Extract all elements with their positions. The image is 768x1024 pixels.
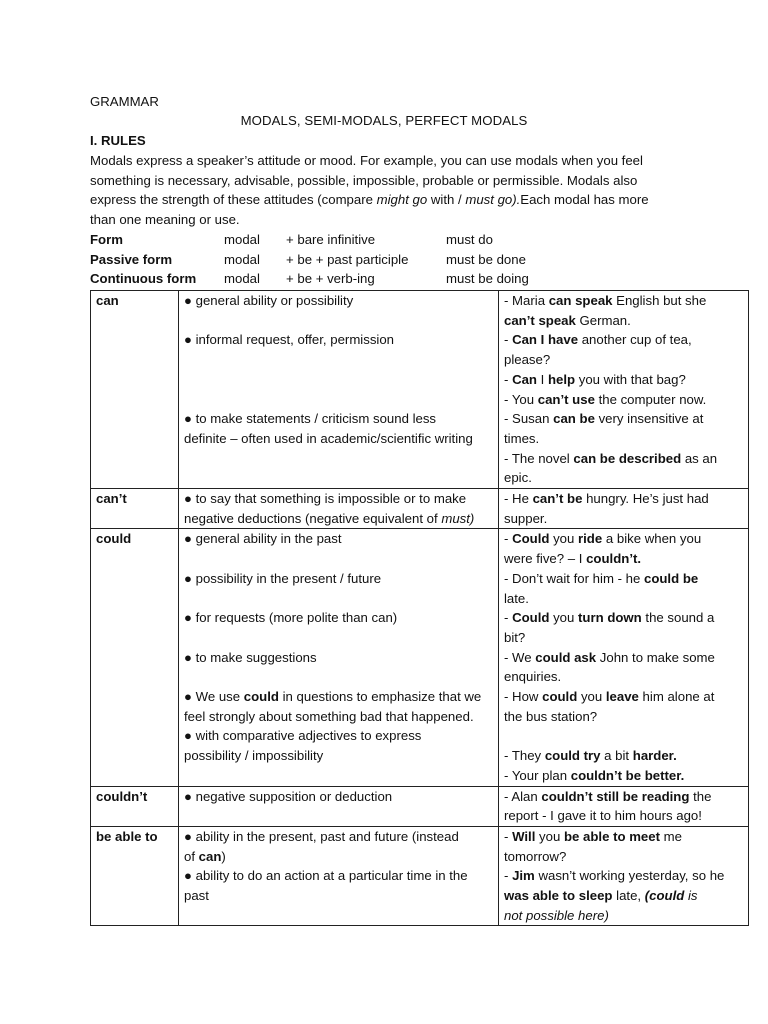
example-line: - They could try a bit harder. — [504, 748, 677, 764]
doc-heading: GRAMMAR — [90, 94, 159, 109]
intro-line: than one meaning or use. — [90, 212, 240, 228]
usage-line: ● informal request, offer, permission — [184, 332, 395, 348]
example-line: - Susan can be very insensitive at — [504, 411, 704, 427]
modal-name: be able to — [96, 828, 158, 844]
intro-text: with / — [427, 192, 466, 208]
modal-name: could — [96, 531, 132, 547]
usage-line: ● general ability or possibility — [184, 293, 354, 308]
intro-line: something is necessary, advisable, possible, impossible, probable or permissible. Modals also — [90, 172, 638, 188]
form-modal: modal — [224, 251, 260, 267]
example-line: - Maria can speak English but she — [504, 293, 707, 308]
intro-italic: might go — [376, 192, 428, 208]
intro-paragraph — [90, 151, 678, 230]
modal-name-cell — [91, 826, 179, 926]
usage-cell — [179, 291, 499, 489]
usage-line: ● to make statements / criticism sound less — [184, 411, 437, 427]
modal-name: can’t — [96, 491, 127, 507]
example-line: - Could you turn down the sound a — [504, 610, 715, 626]
example-cell — [499, 291, 749, 489]
example-cell — [499, 826, 749, 926]
example-line: supper. — [504, 510, 548, 526]
doc-title: MODALS, SEMI-MODALS, PERFECT MODALS — [240, 113, 528, 128]
table-row — [91, 826, 749, 926]
example-line: - Don’t wait for him - he could be — [504, 570, 699, 586]
example-line: - Alan couldn’t still be reading the — [504, 788, 712, 804]
example-cell — [499, 786, 749, 826]
usage-line: ● for requests (more polite than can) — [184, 610, 398, 626]
usage-line: feel strongly about something bad that happened. — [184, 708, 474, 724]
form-rule: + be + verb-ing — [286, 271, 375, 287]
example-line: - Can I have another cup of tea, — [504, 332, 692, 348]
usage-line: definite – often used in academic/scientific writing — [184, 430, 473, 446]
usage-line: ● ability to do an action at a particular time in the — [184, 868, 468, 884]
example-line: - Your plan couldn’t be better. — [504, 767, 685, 783]
form-row — [90, 269, 650, 289]
modal-name: can — [96, 293, 119, 308]
usage-line: ● possibility in the present / future — [184, 570, 382, 586]
example-line: bit? — [504, 629, 526, 645]
example-line: late. — [504, 590, 529, 606]
modal-name-cell — [91, 489, 179, 529]
usage-line: possibility / impossibility — [184, 748, 324, 764]
example-line: not possible here) — [504, 907, 609, 923]
example-line: - Can I help you with that bag? — [504, 371, 686, 387]
example-line: please? — [504, 352, 551, 368]
usage-line: ● to say that something is impossible or to make — [184, 491, 467, 507]
usage-line: ● negative supposition or deduction — [184, 788, 393, 804]
table-row — [91, 786, 749, 826]
usage-line: negative deductions (negative equivalent of must) — [184, 510, 475, 526]
intro-line: Modals express a speaker’s attitude or mood. For example, you can use modals when you feel — [90, 153, 643, 168]
modal-name-cell — [91, 291, 179, 489]
example-cell — [499, 529, 749, 786]
intro-text: express the strength of these attitudes (compare — [90, 192, 377, 208]
example-line: times. — [504, 430, 540, 446]
modal-name: couldn’t — [96, 788, 148, 804]
form-row — [90, 230, 650, 250]
example-line: - How could you leave him alone at — [504, 689, 715, 705]
form-label: Continuous form — [90, 271, 197, 287]
usage-line: ● to make suggestions — [184, 649, 317, 665]
form-list — [90, 230, 650, 289]
example-line: tomorrow? — [504, 848, 567, 864]
table-row — [91, 529, 749, 786]
table-row — [91, 489, 749, 529]
example-line: - Jim wasn’t working yesterday, so he — [504, 868, 725, 884]
form-example: must be doing — [446, 271, 529, 287]
form-modal: modal — [224, 271, 260, 287]
example-line: the bus station? — [504, 708, 598, 724]
form-label: Passive form — [90, 251, 173, 267]
example-line: - The novel can be described as an — [504, 450, 718, 466]
usage-line: ● ability in the present, past and future (instead — [184, 828, 459, 844]
usage-cell — [179, 489, 499, 529]
example-line: - Will you be able to meet me — [504, 828, 682, 844]
example-cell — [499, 489, 749, 529]
example-line: - You can’t use the computer now. — [504, 391, 707, 407]
example-line: - We could ask John to make some — [504, 649, 715, 665]
example-line: was able to sleep late, (could is — [504, 888, 698, 904]
example-line: - He can’t be hungry. He’s just had — [504, 491, 709, 507]
example-line: - Could you ride a bike when you — [504, 531, 702, 547]
form-rule: + bare infinitive — [286, 232, 376, 247]
form-example: must be done — [446, 251, 526, 267]
usage-cell — [179, 786, 499, 826]
example-line: report - I gave it to him hours ago! — [504, 808, 702, 824]
example-line: can’t speak German. — [504, 312, 631, 328]
usage-cell — [179, 826, 499, 926]
form-example: must do — [446, 232, 493, 247]
intro-text: Each modal has more — [520, 192, 649, 208]
form-modal: modal — [224, 232, 260, 247]
usage-line: ● We use could in questions to emphasize that we — [184, 689, 482, 704]
example-line: epic. — [504, 470, 532, 486]
modal-name-cell — [91, 529, 179, 786]
table-row — [91, 291, 749, 489]
intro-italic: must go). — [465, 192, 521, 208]
usage-line: past — [184, 888, 209, 904]
usage-line: ● with comparative adjectives to express — [184, 728, 422, 744]
modal-name-cell — [91, 786, 179, 826]
modals-table — [90, 290, 749, 926]
intro-line — [90, 190, 678, 210]
example-line: enquiries. — [504, 669, 562, 685]
usage-cell — [179, 529, 499, 786]
usage-line: of can) — [184, 848, 226, 864]
form-label: Form — [90, 232, 123, 247]
example-line: were five? – I couldn’t. — [504, 551, 642, 567]
form-rule: + be + past participle — [286, 251, 409, 267]
form-row — [90, 250, 650, 270]
usage-line: ● general ability in the past — [184, 531, 342, 547]
section-heading: I. RULES — [90, 133, 146, 148]
